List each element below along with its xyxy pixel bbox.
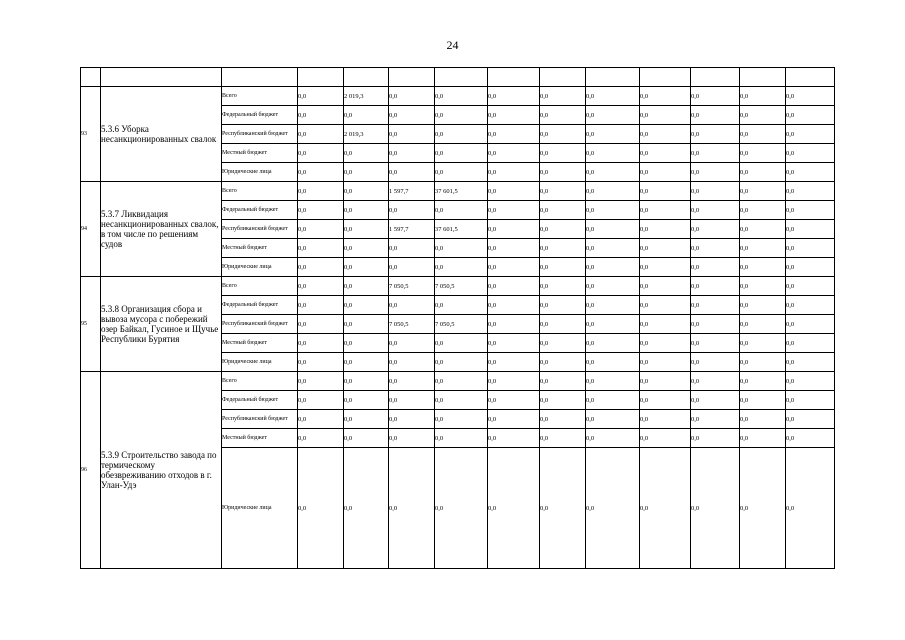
value-cell: 0,0 bbox=[586, 201, 640, 220]
value-cell: 0,0 bbox=[389, 391, 435, 410]
value-cell: 0,0 bbox=[640, 144, 691, 163]
value-cell: 0,0 bbox=[786, 334, 835, 353]
funding-source-cell: Юридические лица bbox=[222, 353, 298, 372]
value-cell: 0,0 bbox=[586, 144, 640, 163]
value-cell: 0,0 bbox=[740, 106, 786, 125]
value-cell: 0,0 bbox=[691, 277, 740, 296]
value-cell: 0,0 bbox=[435, 410, 488, 429]
value-cell: 0,0 bbox=[691, 163, 740, 182]
value-cell: 0,0 bbox=[540, 87, 586, 106]
funding-source-cell: Местный бюджет bbox=[222, 334, 298, 353]
value-cell: 0,0 bbox=[344, 296, 389, 315]
value-cell: 0,0 bbox=[586, 334, 640, 353]
value-cell: 0,0 bbox=[344, 429, 389, 448]
value-cell: 0,0 bbox=[435, 372, 488, 391]
value-cell: 0,0 bbox=[488, 144, 540, 163]
value-cell: 0,0 bbox=[488, 182, 540, 201]
value-cell: 0,0 bbox=[344, 258, 389, 277]
value-cell: 0,0 bbox=[435, 87, 488, 106]
value-cell: 0,0 bbox=[344, 220, 389, 239]
header-cell bbox=[640, 68, 691, 87]
value-cell: 0,0 bbox=[586, 429, 640, 448]
value-cell: 0,0 bbox=[640, 182, 691, 201]
value-cell: 0,0 bbox=[389, 429, 435, 448]
value-cell: 0,0 bbox=[786, 163, 835, 182]
header-cell bbox=[786, 68, 835, 87]
funding-source-cell: Республиканский бюджет bbox=[222, 315, 298, 334]
value-cell: 0,0 bbox=[740, 315, 786, 334]
value-cell: 0,0 bbox=[488, 334, 540, 353]
value-cell: 0,0 bbox=[540, 106, 586, 125]
value-cell: 0,0 bbox=[435, 334, 488, 353]
value-cell: 1 597,7 bbox=[389, 220, 435, 239]
funding-source-cell: Всего bbox=[222, 277, 298, 296]
value-cell: 2 019,3 bbox=[344, 87, 389, 106]
value-cell: 0,0 bbox=[298, 258, 344, 277]
value-cell: 7 050,5 bbox=[389, 315, 435, 334]
value-cell: 0,0 bbox=[740, 220, 786, 239]
value-cell: 0,0 bbox=[435, 125, 488, 144]
value-cell: 0,0 bbox=[586, 163, 640, 182]
value-cell: 0,0 bbox=[540, 182, 586, 201]
value-cell: 0,0 bbox=[488, 429, 540, 448]
value-cell: 0,0 bbox=[691, 239, 740, 258]
value-cell: 0,0 bbox=[344, 144, 389, 163]
value-cell: 0,0 bbox=[488, 448, 540, 569]
value-cell: 0,0 bbox=[488, 87, 540, 106]
value-cell: 0,0 bbox=[298, 372, 344, 391]
value-cell: 0,0 bbox=[540, 239, 586, 258]
funding-source-cell: Республиканский бюджет bbox=[222, 125, 298, 144]
value-cell: 0,0 bbox=[435, 201, 488, 220]
value-cell: 0,0 bbox=[389, 296, 435, 315]
value-cell: 0,0 bbox=[640, 334, 691, 353]
value-cell: 0,0 bbox=[540, 144, 586, 163]
value-cell: 0,0 bbox=[435, 353, 488, 372]
value-cell: 0,0 bbox=[786, 201, 835, 220]
value-cell: 0,0 bbox=[786, 448, 835, 569]
value-cell: 0,0 bbox=[540, 258, 586, 277]
value-cell: 0,0 bbox=[389, 201, 435, 220]
value-cell: 0,0 bbox=[344, 277, 389, 296]
value-cell: 0,0 bbox=[740, 296, 786, 315]
funding-source-cell: Всего bbox=[222, 87, 298, 106]
value-cell: 0,0 bbox=[488, 353, 540, 372]
header-cell bbox=[435, 68, 488, 87]
funding-source-cell: Всего bbox=[222, 182, 298, 201]
header-cell bbox=[691, 68, 740, 87]
value-cell: 0,0 bbox=[740, 277, 786, 296]
value-cell: 0,0 bbox=[488, 296, 540, 315]
header-cell bbox=[81, 68, 101, 87]
value-cell: 0,0 bbox=[540, 448, 586, 569]
value-cell: 0,0 bbox=[740, 353, 786, 372]
value-cell: 0,0 bbox=[740, 201, 786, 220]
value-cell: 0,0 bbox=[586, 87, 640, 106]
value-cell: 0,0 bbox=[740, 87, 786, 106]
value-cell: 0,0 bbox=[435, 163, 488, 182]
funding-source-cell: Федеральный бюджет bbox=[222, 296, 298, 315]
value-cell: 0,0 bbox=[389, 106, 435, 125]
value-cell: 0,0 bbox=[586, 258, 640, 277]
value-cell: 0,0 bbox=[640, 239, 691, 258]
value-cell: 0,0 bbox=[586, 182, 640, 201]
funding-source-cell: Местный бюджет bbox=[222, 239, 298, 258]
value-cell: 0,0 bbox=[298, 315, 344, 334]
value-cell: 0,0 bbox=[786, 87, 835, 106]
value-cell: 0,0 bbox=[586, 353, 640, 372]
table-row bbox=[81, 372, 835, 391]
value-cell: 0,0 bbox=[298, 125, 344, 144]
row-number-cell: 94 bbox=[81, 182, 101, 277]
value-cell: 0,0 bbox=[389, 144, 435, 163]
page-number: 24 bbox=[446, 38, 459, 52]
value-cell: 0,0 bbox=[586, 125, 640, 144]
funding-source-cell: Юридические лица bbox=[222, 448, 298, 569]
value-cell: 0,0 bbox=[298, 391, 344, 410]
value-cell: 0,0 bbox=[640, 258, 691, 277]
value-cell: 7 050,5 bbox=[435, 277, 488, 296]
value-cell: 0,0 bbox=[586, 220, 640, 239]
value-cell: 0,0 bbox=[586, 410, 640, 429]
value-cell: 0,0 bbox=[691, 391, 740, 410]
budget-table bbox=[80, 67, 835, 569]
value-cell: 0,0 bbox=[640, 296, 691, 315]
value-cell: 0,0 bbox=[540, 429, 586, 448]
value-cell: 0,0 bbox=[640, 201, 691, 220]
value-cell: 0,0 bbox=[488, 277, 540, 296]
value-cell: 0,0 bbox=[540, 391, 586, 410]
value-cell: 0,0 bbox=[786, 429, 835, 448]
value-cell: 0,0 bbox=[488, 391, 540, 410]
value-cell: 0,0 bbox=[540, 334, 586, 353]
value-cell: 0,0 bbox=[786, 315, 835, 334]
value-cell: 0,0 bbox=[640, 163, 691, 182]
funding-source-cell: Республиканский бюджет bbox=[222, 220, 298, 239]
value-cell: 0,0 bbox=[488, 315, 540, 334]
value-cell: 0,0 bbox=[488, 125, 540, 144]
value-cell: 0,0 bbox=[691, 410, 740, 429]
value-cell: 0,0 bbox=[691, 334, 740, 353]
value-cell: 0,0 bbox=[389, 239, 435, 258]
value-cell: 0,0 bbox=[740, 391, 786, 410]
value-cell: 0,0 bbox=[586, 315, 640, 334]
value-cell: 0,0 bbox=[344, 353, 389, 372]
value-cell: 0,0 bbox=[389, 125, 435, 144]
value-cell: 0,0 bbox=[640, 125, 691, 144]
value-cell: 1 597,7 bbox=[389, 182, 435, 201]
value-cell: 0,0 bbox=[488, 201, 540, 220]
value-cell: 0,0 bbox=[540, 220, 586, 239]
value-cell: 0,0 bbox=[740, 334, 786, 353]
value-cell: 0,0 bbox=[586, 296, 640, 315]
value-cell: 0,0 bbox=[740, 163, 786, 182]
value-cell: 0,0 bbox=[640, 106, 691, 125]
value-cell: 0,0 bbox=[586, 277, 640, 296]
value-cell: 0,0 bbox=[786, 239, 835, 258]
value-cell: 0,0 bbox=[435, 258, 488, 277]
value-cell: 0,0 bbox=[344, 410, 389, 429]
value-cell: 0,0 bbox=[540, 163, 586, 182]
value-cell: 0,0 bbox=[740, 144, 786, 163]
value-cell: 0,0 bbox=[540, 410, 586, 429]
value-cell: 0,0 bbox=[691, 201, 740, 220]
value-cell: 0,0 bbox=[586, 239, 640, 258]
value-cell: 37 601,5 bbox=[435, 182, 488, 201]
value-cell: 0,0 bbox=[298, 410, 344, 429]
value-cell: 0,0 bbox=[740, 239, 786, 258]
header-cell bbox=[101, 68, 222, 87]
value-cell: 0,0 bbox=[488, 410, 540, 429]
value-cell: 0,0 bbox=[640, 277, 691, 296]
funding-source-cell: Всего bbox=[222, 372, 298, 391]
value-cell: 0,0 bbox=[488, 372, 540, 391]
header-cell bbox=[298, 68, 344, 87]
value-cell: 0,0 bbox=[691, 87, 740, 106]
header-cell bbox=[540, 68, 586, 87]
value-cell: 0,0 bbox=[586, 448, 640, 569]
value-cell: 0,0 bbox=[344, 201, 389, 220]
value-cell: 2 019,3 bbox=[344, 125, 389, 144]
value-cell: 0,0 bbox=[691, 125, 740, 144]
header-cell bbox=[740, 68, 786, 87]
funding-source-cell: Юридические лица bbox=[222, 163, 298, 182]
value-cell: 0,0 bbox=[488, 163, 540, 182]
value-cell: 0,0 bbox=[389, 353, 435, 372]
value-cell: 0,0 bbox=[691, 448, 740, 569]
value-cell: 0,0 bbox=[298, 87, 344, 106]
value-cell: 0,0 bbox=[344, 391, 389, 410]
value-cell: 0,0 bbox=[740, 125, 786, 144]
value-cell: 0,0 bbox=[488, 258, 540, 277]
value-cell: 0,0 bbox=[540, 372, 586, 391]
value-cell: 0,0 bbox=[298, 334, 344, 353]
value-cell: 0,0 bbox=[786, 182, 835, 201]
value-cell: 0,0 bbox=[586, 106, 640, 125]
value-cell: 0,0 bbox=[435, 106, 488, 125]
header-cell bbox=[222, 68, 298, 87]
value-cell: 0,0 bbox=[540, 315, 586, 334]
funding-source-cell: Федеральный бюджет bbox=[222, 201, 298, 220]
value-cell: 0,0 bbox=[298, 106, 344, 125]
value-cell: 0,0 bbox=[435, 144, 488, 163]
row-number-cell: 96 bbox=[81, 372, 101, 569]
value-cell: 0,0 bbox=[488, 106, 540, 125]
row-number-cell: 95 bbox=[81, 277, 101, 372]
value-cell: 0,0 bbox=[786, 372, 835, 391]
value-cell: 0,0 bbox=[740, 372, 786, 391]
funding-source-cell: Юридические лица bbox=[222, 258, 298, 277]
value-cell: 0,0 bbox=[786, 391, 835, 410]
table-row bbox=[81, 87, 835, 106]
value-cell: 0,0 bbox=[740, 448, 786, 569]
value-cell: 0,0 bbox=[389, 410, 435, 429]
value-cell: 0,0 bbox=[786, 144, 835, 163]
value-cell: 0,0 bbox=[786, 106, 835, 125]
funding-source-cell: Федеральный бюджет bbox=[222, 106, 298, 125]
value-cell: 0,0 bbox=[786, 277, 835, 296]
value-cell: 0,0 bbox=[786, 410, 835, 429]
value-cell: 0,0 bbox=[298, 296, 344, 315]
value-cell: 0,0 bbox=[691, 296, 740, 315]
value-cell: 0,0 bbox=[344, 106, 389, 125]
value-cell: 0,0 bbox=[691, 220, 740, 239]
value-cell: 0,0 bbox=[540, 125, 586, 144]
value-cell: 0,0 bbox=[344, 372, 389, 391]
funding-source-cell: Местный бюджет bbox=[222, 429, 298, 448]
value-cell: 0,0 bbox=[540, 353, 586, 372]
value-cell: 0,0 bbox=[691, 258, 740, 277]
value-cell: 0,0 bbox=[740, 429, 786, 448]
value-cell: 0,0 bbox=[488, 220, 540, 239]
value-cell: 0,0 bbox=[691, 372, 740, 391]
value-cell: 0,0 bbox=[786, 258, 835, 277]
value-cell: 0,0 bbox=[389, 448, 435, 569]
value-cell: 0,0 bbox=[691, 182, 740, 201]
value-cell: 0,0 bbox=[344, 448, 389, 569]
header-cell bbox=[586, 68, 640, 87]
value-cell: 0,0 bbox=[540, 277, 586, 296]
value-cell: 0,0 bbox=[298, 239, 344, 258]
value-cell: 0,0 bbox=[740, 182, 786, 201]
value-cell: 0,0 bbox=[691, 353, 740, 372]
row-number-cell: 93 bbox=[81, 87, 101, 182]
value-cell: 0,0 bbox=[435, 391, 488, 410]
value-cell: 0,0 bbox=[389, 258, 435, 277]
value-cell: 0,0 bbox=[540, 296, 586, 315]
activity-name-cell: 5.3.6 Уборка несанкционированных свалок bbox=[101, 87, 222, 182]
value-cell: 0,0 bbox=[586, 391, 640, 410]
value-cell: 0,0 bbox=[640, 315, 691, 334]
value-cell: 7 050,5 bbox=[435, 315, 488, 334]
value-cell: 0,0 bbox=[298, 201, 344, 220]
value-cell: 0,0 bbox=[691, 144, 740, 163]
value-cell: 0,0 bbox=[786, 220, 835, 239]
funding-source-cell: Республиканский бюджет bbox=[222, 410, 298, 429]
table-header-row bbox=[81, 68, 835, 87]
value-cell: 0,0 bbox=[389, 163, 435, 182]
value-cell: 0,0 bbox=[691, 315, 740, 334]
value-cell: 0,0 bbox=[344, 239, 389, 258]
table-row bbox=[81, 182, 835, 201]
value-cell: 0,0 bbox=[435, 448, 488, 569]
value-cell: 0,0 bbox=[640, 429, 691, 448]
value-cell: 0,0 bbox=[435, 429, 488, 448]
value-cell: 0,0 bbox=[298, 277, 344, 296]
header-cell bbox=[389, 68, 435, 87]
funding-source-cell: Местный бюджет bbox=[222, 144, 298, 163]
value-cell: 0,0 bbox=[691, 429, 740, 448]
activity-name-cell: 5.3.7 Ликвидация несанкционированных свалок, в том числе по решениям судов bbox=[101, 182, 222, 277]
value-cell: 0,0 bbox=[488, 239, 540, 258]
value-cell: 0,0 bbox=[298, 448, 344, 569]
value-cell: 7 050,5 bbox=[389, 277, 435, 296]
value-cell: 0,0 bbox=[786, 125, 835, 144]
value-cell: 0,0 bbox=[786, 353, 835, 372]
value-cell: 0,0 bbox=[740, 258, 786, 277]
funding-source-cell: Федеральный бюджет bbox=[222, 391, 298, 410]
value-cell: 0,0 bbox=[344, 182, 389, 201]
header-cell bbox=[344, 68, 389, 87]
value-cell: 0,0 bbox=[640, 220, 691, 239]
value-cell: 0,0 bbox=[298, 182, 344, 201]
activity-name-cell: 5.3.8 Организация сбора и вывоза мусора с побережий озер Байкал, Гусиное и Щучье Республики Бурятия bbox=[101, 277, 222, 372]
value-cell: 0,0 bbox=[640, 372, 691, 391]
value-cell: 0,0 bbox=[298, 353, 344, 372]
value-cell: 0,0 bbox=[389, 334, 435, 353]
value-cell: 0,0 bbox=[344, 163, 389, 182]
value-cell: 0,0 bbox=[344, 334, 389, 353]
activity-name-cell: 5.3.9 Строительство завода по термическому обезвреживанию отходов в г. Улан-Удэ bbox=[101, 372, 222, 569]
value-cell: 0,0 bbox=[640, 353, 691, 372]
value-cell: 0,0 bbox=[540, 201, 586, 220]
value-cell: 0,0 bbox=[640, 391, 691, 410]
value-cell: 0,0 bbox=[786, 296, 835, 315]
value-cell: 0,0 bbox=[298, 429, 344, 448]
value-cell: 0,0 bbox=[389, 87, 435, 106]
value-cell: 37 601,5 bbox=[435, 220, 488, 239]
value-cell: 0,0 bbox=[298, 163, 344, 182]
value-cell: 0,0 bbox=[740, 410, 786, 429]
value-cell: 0,0 bbox=[435, 296, 488, 315]
value-cell: 0,0 bbox=[640, 87, 691, 106]
value-cell: 0,0 bbox=[435, 239, 488, 258]
value-cell: 0,0 bbox=[298, 220, 344, 239]
value-cell: 0,0 bbox=[389, 372, 435, 391]
value-cell: 0,0 bbox=[344, 315, 389, 334]
header-cell bbox=[488, 68, 540, 87]
value-cell: 0,0 bbox=[586, 372, 640, 391]
value-cell: 0,0 bbox=[640, 410, 691, 429]
value-cell: 0,0 bbox=[298, 144, 344, 163]
value-cell: 0,0 bbox=[691, 106, 740, 125]
value-cell: 0,0 bbox=[640, 448, 691, 569]
table-row bbox=[81, 277, 835, 296]
